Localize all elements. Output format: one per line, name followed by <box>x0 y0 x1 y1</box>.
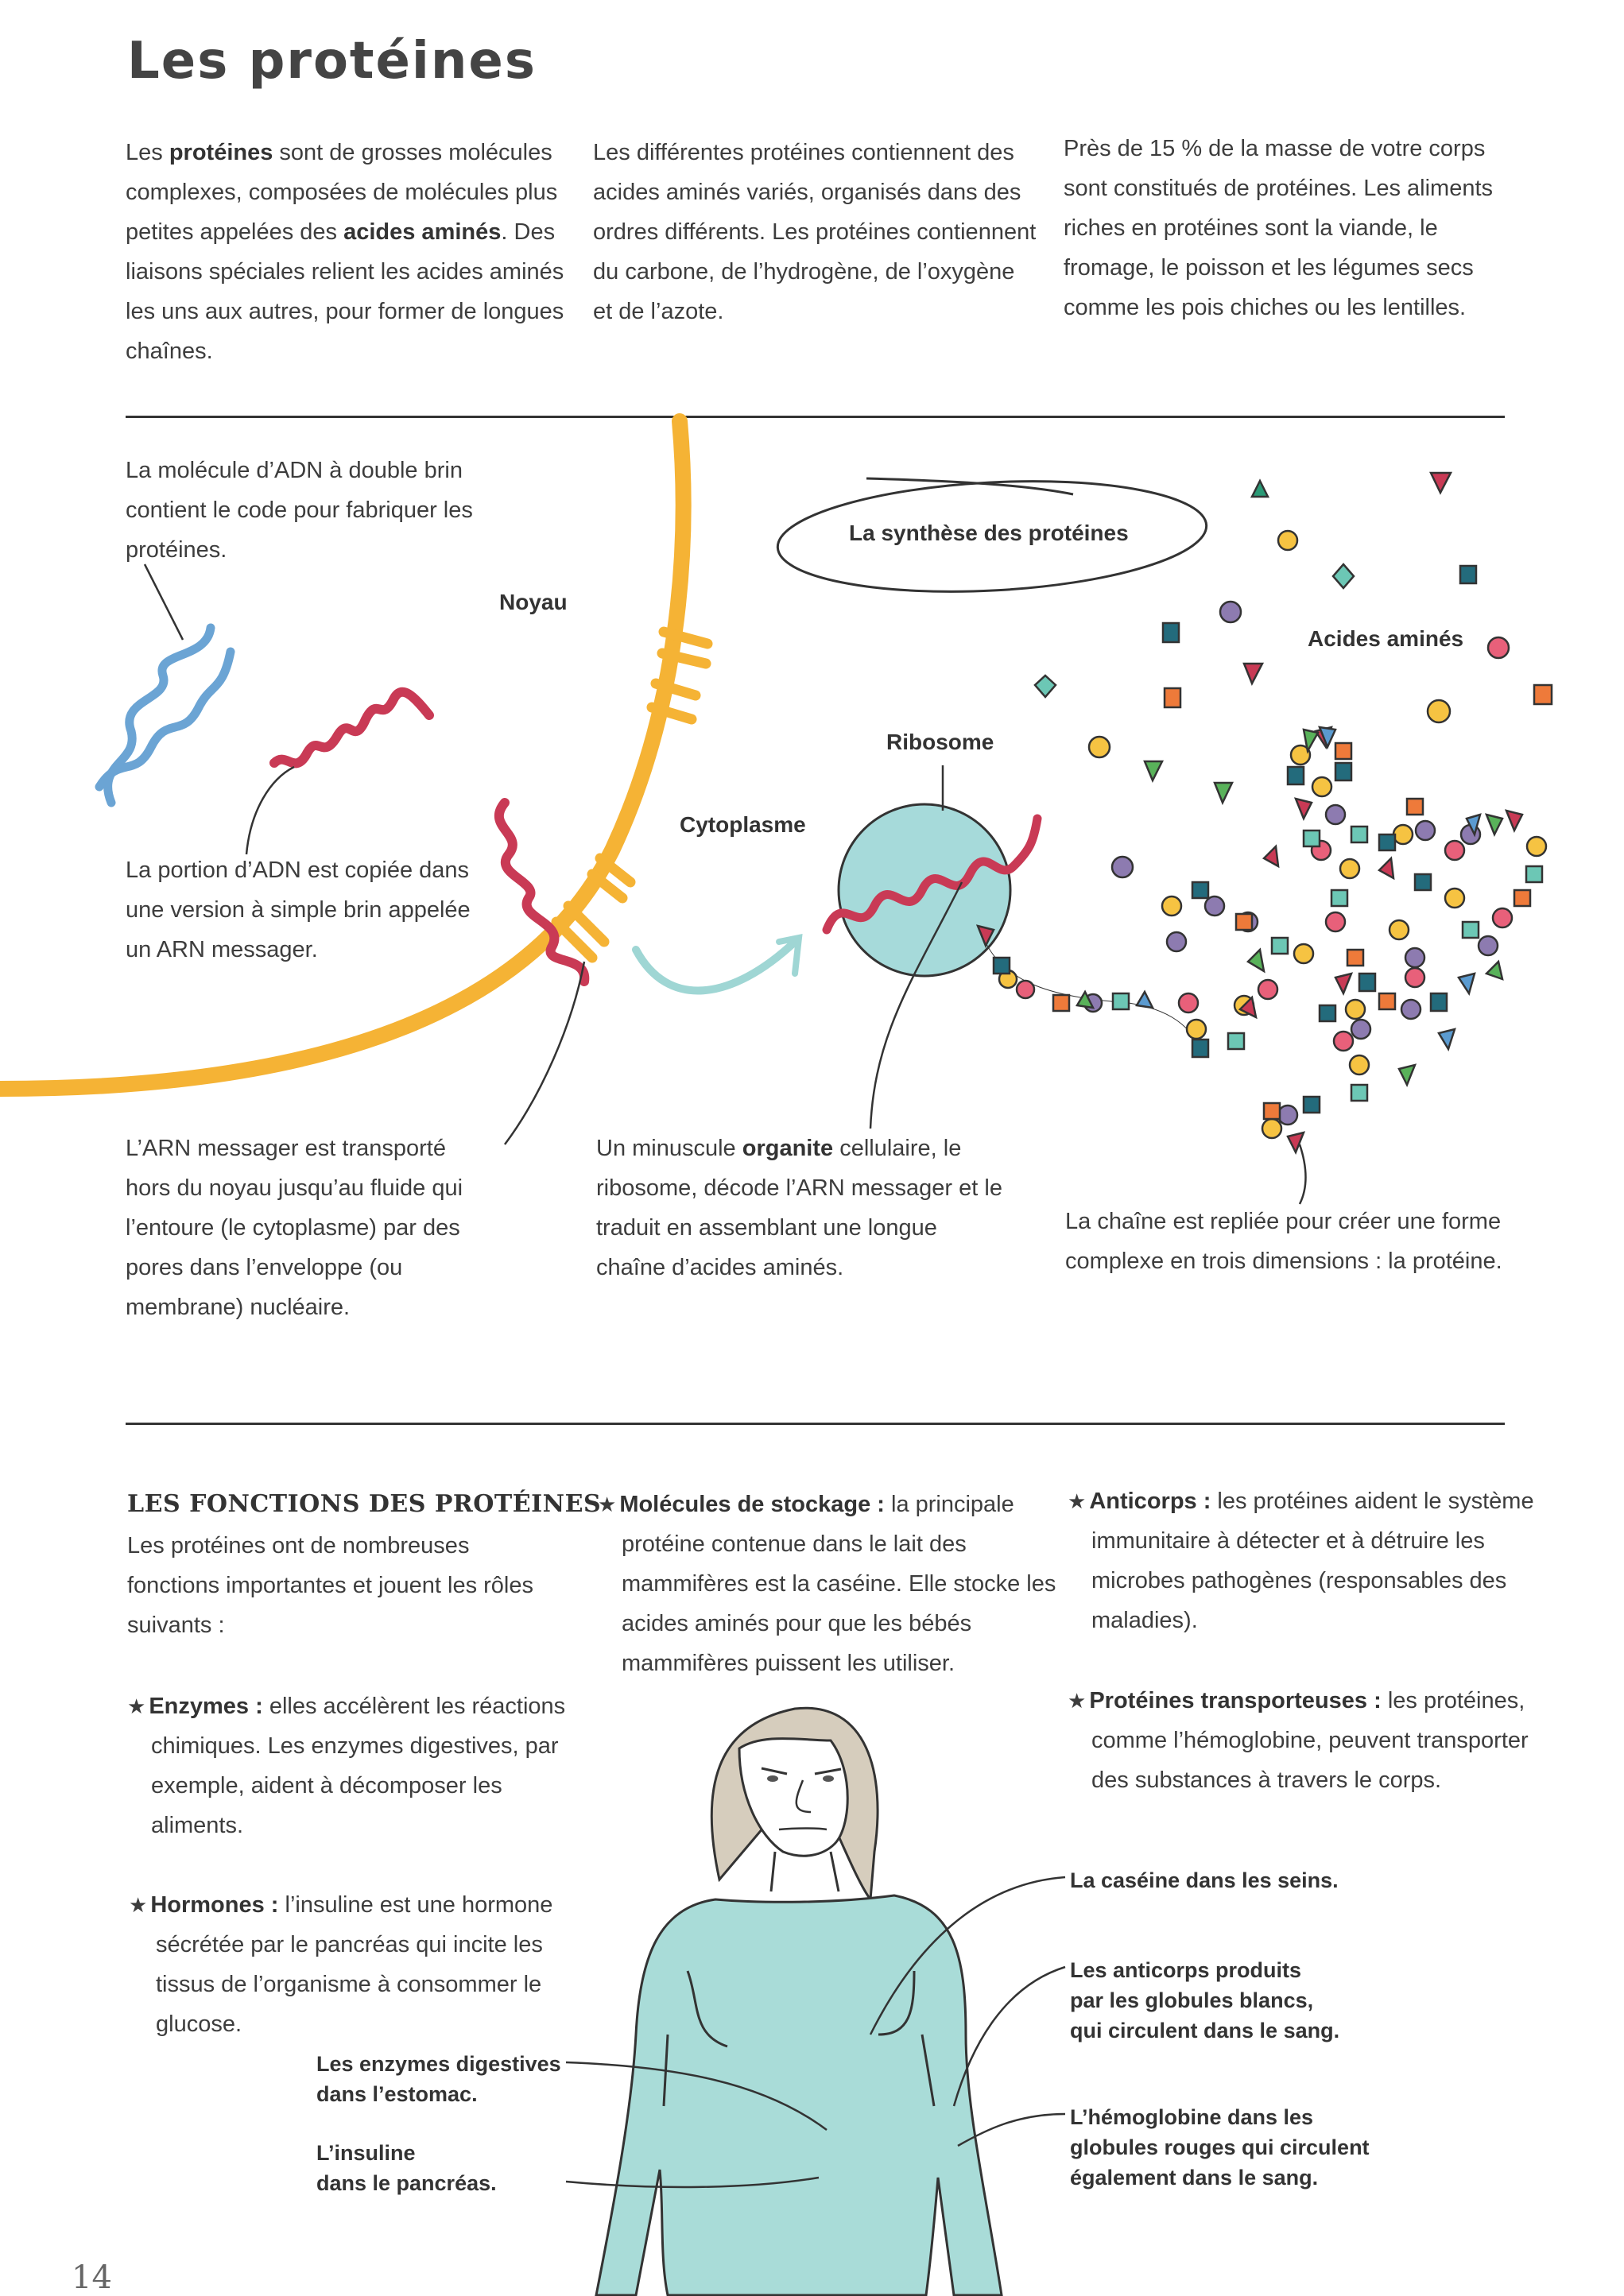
star-icon: ★ <box>129 1893 148 1917</box>
functions-heading: LES FONCTIONS DES PROTÉINES <box>127 1490 602 1518</box>
label-line: également dans le sang. <box>1070 2166 1319 2190</box>
label-line: Les anticorps produits <box>1070 1958 1302 1982</box>
term-proteines: protéines <box>169 140 273 165</box>
label-ribosome: Ribosome <box>886 730 994 754</box>
function-term: Molécules de stockage : <box>619 1492 885 1517</box>
term-acides-amines: acides aminés <box>343 219 502 245</box>
caption-arn-transport: L’ARN messager est transporté hors du noyau jusqu’au fluide qui l’entoure (le cytoplasme) par des pores dans l’enveloppe (ou membrane) nucléaire. <box>126 1136 463 1320</box>
label-line: globules rouges qui circulent <box>1070 2135 1370 2159</box>
label-line: L’hémoglobine dans les <box>1070 2105 1314 2129</box>
function-term: Hormones : <box>150 1892 279 1918</box>
star-icon: ★ <box>127 1694 146 1718</box>
label-insuline-pancreas <box>316 2138 497 2198</box>
label-line: qui circulent dans le sang. <box>1070 2019 1340 2042</box>
label-noyau: Noyau <box>499 590 568 614</box>
star-icon: ★ <box>1068 1489 1087 1513</box>
label-caseine: La caséine dans les seins. <box>1070 1868 1339 1892</box>
caption-text: cellulaire, le ribosome, décode l’ARN messager et le traduit en assemblant une longue chaîne d’acides aminés. <box>596 1136 1002 1280</box>
label-acides-amines: Acides aminés <box>1308 626 1464 651</box>
intro-text: . Des liaisons spéciales relient les acides aminés les uns aux autres, pour former de longues chaînes. <box>126 219 564 364</box>
function-text: les protéines, comme l’hémoglobine, peuvent transporter des substances à travers le corps. <box>1091 1688 1529 1793</box>
intro-text: Les <box>126 140 169 165</box>
label-cytoplasme: Cytoplasme <box>680 812 806 837</box>
caption-text: Un minuscule <box>596 1136 742 1161</box>
function-text: elles accélèrent les réactions chimiques. Les enzymes digestives, par exemple, aident à décomposer les aliments. <box>151 1694 566 1838</box>
function-term: Anticorps : <box>1089 1489 1211 1514</box>
label-hemoglobine <box>1070 2102 1370 2193</box>
caption-adn: La molécule d’ADN à double brin contient le code pour fabriquer les protéines. <box>126 458 473 563</box>
page-number: 14 <box>72 2259 112 2296</box>
caption-arn-copy: La portion d’ADN est copiée dans une version à simple brin appelée un ARN messager. <box>126 858 471 962</box>
function-text: l’insuline est une hormone sécrétée par le pancréas qui incite les tissus de l’organisme à consommer le glucose. <box>156 1892 553 2037</box>
synthesis-title: La synthèse des protéines <box>849 521 1129 545</box>
label-line: dans le pancréas. <box>316 2171 497 2195</box>
caption-folding: La chaîne est repliée pour créer une forme complexe en trois dimensions : la protéine. <box>1065 1209 1502 1274</box>
intro-text: sont de grosses molécules complexes, composées de molécules plus petites appelées des <box>126 140 558 245</box>
shirt <box>596 1895 1002 2295</box>
function-text: les protéines aident le système immunitaire à détecter et à détruire les microbes pathogènes (responsables des maladies). <box>1091 1489 1534 1633</box>
functions-intro: Les protéines ont de nombreuses fonctions importantes et jouent les rôles suivants : <box>127 1533 533 1638</box>
label-line: dans l’estomac. <box>316 2082 478 2106</box>
function-text: la principale protéine contenue dans le lait des mammifères est la caséine. Elle stocke les acides aminés pour que les bébés mammifères puissent les utiliser. <box>622 1492 1056 1676</box>
label-line: Les enzymes digestives <box>316 2052 561 2076</box>
function-term: Protéines transporteuses : <box>1089 1688 1382 1713</box>
term-organite: organite <box>742 1136 834 1161</box>
label-enzymes-estomac <box>316 2049 561 2109</box>
star-icon: ★ <box>1068 1689 1087 1713</box>
label-anticorps <box>1070 1955 1339 2046</box>
star-icon: ★ <box>598 1493 617 1516</box>
intro-col-3: Près de 15 % de la masse de votre corps sont constitués de protéines. Les aliments riches en protéines sont la viande, le fromage, le poisson et les légumes secs comme les pois chiches ou les lentilles. <box>1064 136 1494 320</box>
function-term: Enzymes : <box>149 1694 263 1719</box>
page-title: Les protéines <box>127 32 537 91</box>
label-line: par les globules blancs, <box>1070 1988 1314 2012</box>
intro-col-2: Les différentes protéines contiennent des acides aminés variés, organisés dans des ordres différents. Les protéines contiennent du carbone, de l’hydrogène, de l’oxygène et de l’azote. <box>593 140 1037 324</box>
label-line: L’insuline <box>316 2141 416 2165</box>
